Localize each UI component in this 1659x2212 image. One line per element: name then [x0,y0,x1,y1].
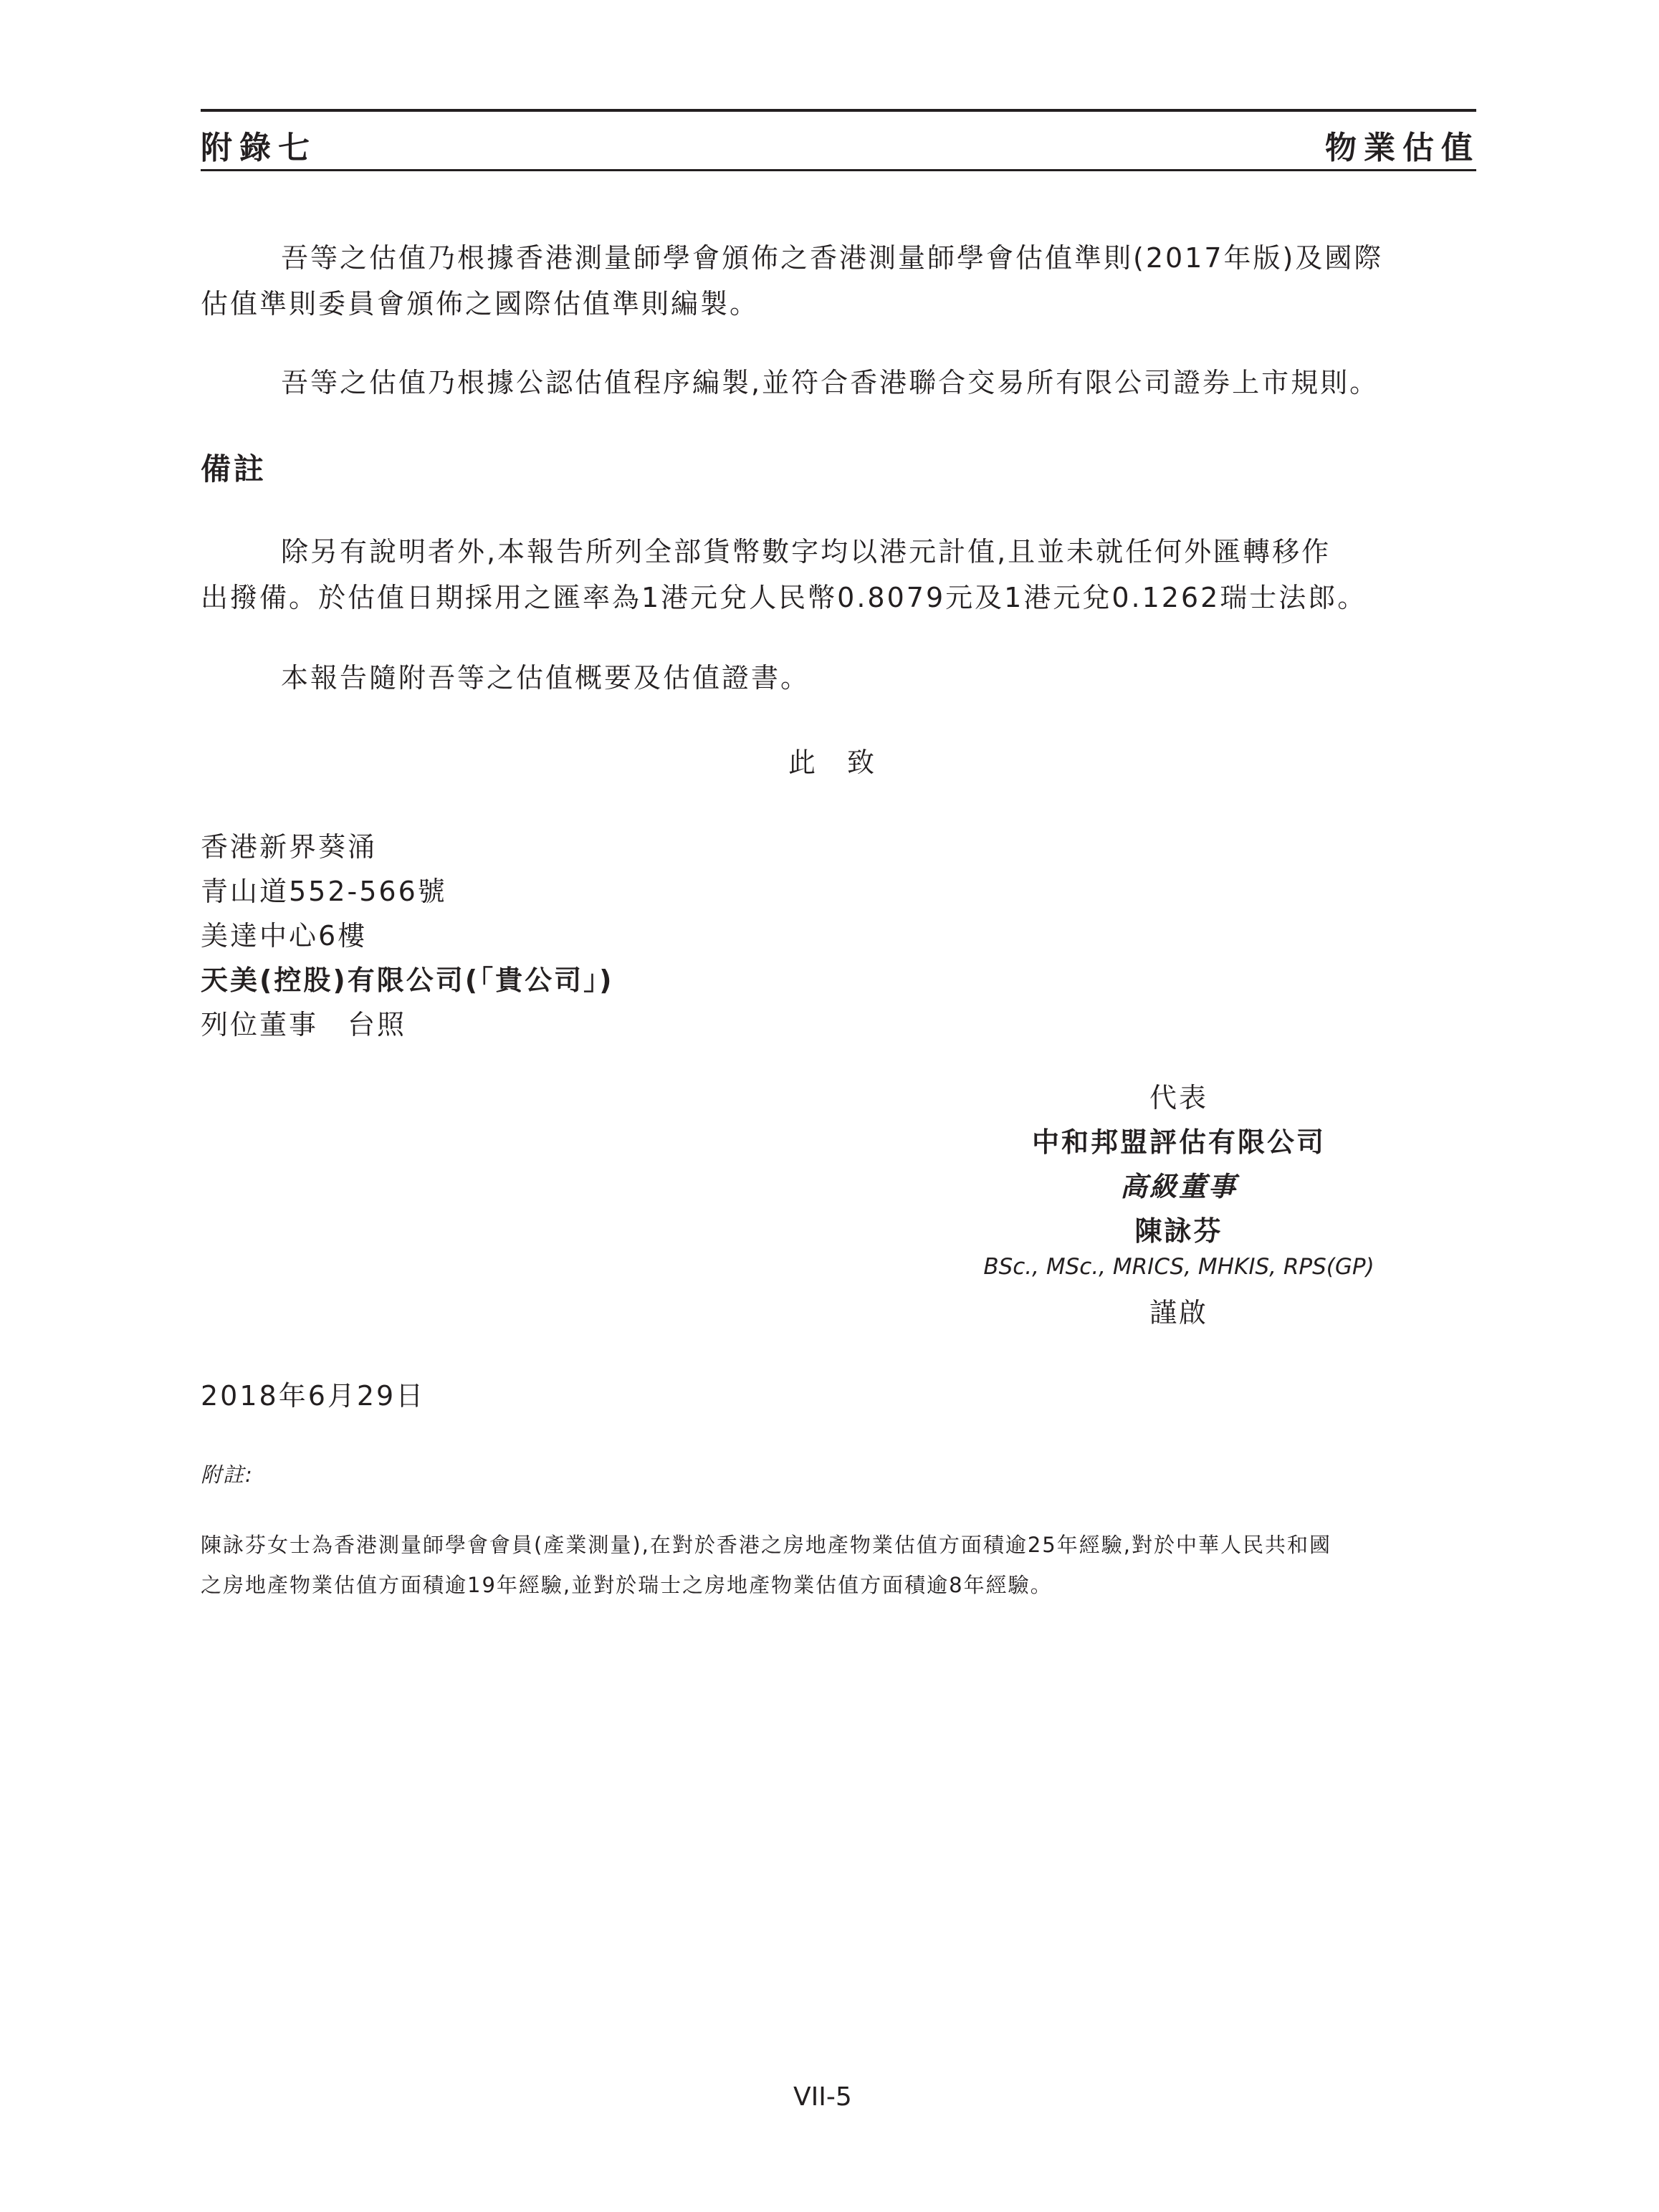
page-number: VII-5 [793,2082,852,2112]
addressee-directors: 列位董事 台照 [201,1009,407,1040]
header-top-rule [201,109,1476,112]
notes-paragraph-2: 本報告隨附吾等之估值概要及估值證書。 [281,662,811,694]
footnote-label: 附註: [201,1462,254,1487]
address-line-3: 美達中心6樓 [201,920,368,952]
closing-salutation: 此 致 [788,747,877,778]
paragraph-1-line-1: 吾等之估值乃根據香港測量師學會頒佈之香港測量師學會估值準則(2017年版)及國際 [281,242,1384,274]
paragraph-2: 吾等之估值乃根據公認估值程序編製,並符合香港聯合交易所有限公司證券上市規則。 [281,367,1380,398]
signature-on-behalf: 代表 [1149,1082,1208,1114]
signature-sign-off: 謹啟 [1149,1297,1208,1328]
addressee-company: 天美(控股)有限公司(「貴公司」) [201,964,614,996]
footnote-line-1: 陳詠芬女士為香港測量師學會會員(產業測量),在對於香港之房地產物業估值方面積逾25年經驗,對於中華人民共和國 [201,1533,1331,1557]
letter-date: 2018年6月29日 [201,1380,426,1412]
header-right-title: 物業估值 [1325,130,1480,166]
notes-heading: 備註 [201,451,267,487]
signature-title: 高級董事 [1119,1171,1238,1202]
signature-name: 陳詠芬 [1134,1215,1223,1247]
signature-credentials: BSc., MSc., MRICS, MHKIS, RPS(GP) [983,1254,1374,1280]
signature-firm: 中和邦盟評估有限公司 [1031,1126,1326,1158]
notes-paragraph-line-1: 除另有說明者外,本報告所列全部貨幣數字均以港元計值,且並未就任何外匯轉移作 [281,536,1331,568]
address-line-2: 青山道552-566號 [201,876,447,907]
footnote-line-2: 之房地產物業估值方面積逾19年經驗,並對於瑞士之房地產物業估值方面積逾8年經驗。 [201,1573,1053,1597]
header-left-title: 附錄七 [201,130,317,166]
address-line-1: 香港新界葵涌 [201,831,378,863]
notes-paragraph-line-2: 出撥備。於估值日期採用之匯率為1港元兌人民幣0.8079元及1港元兌0.1262瑞士法郎。 [201,582,1367,613]
header-bottom-rule [201,169,1476,171]
paragraph-1-line-2: 估值準則委員會頒佈之國際估值準則編製。 [201,288,760,320]
